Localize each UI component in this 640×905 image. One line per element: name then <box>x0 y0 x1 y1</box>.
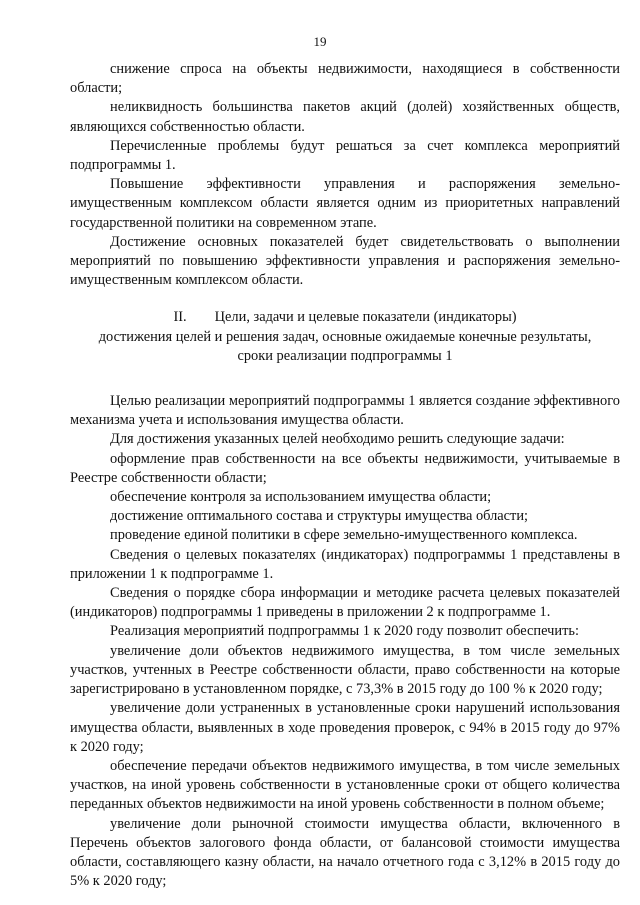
paragraph: Сведения о целевых показателях (индикаторах) подпрограммы 1 представлены в приложении 1 к подпрограмме 1. <box>70 546 620 582</box>
paragraph: увеличение доли устраненных в установленные сроки нарушений использования имущества области, выявленных в ходе проведения проверок, с 94% в 2015 году до 97% к 2020 году; <box>70 700 620 755</box>
paragraph: Перечисленные проблемы будут решаться за счет комплекса мероприятий подпрограммы 1. <box>70 137 620 174</box>
paragraph: снижение спроса на объекты недвижимости, находящиеся в собственности области; <box>70 61 620 97</box>
section-title-line-1: Цели, задачи и целевые показатели (индикаторы) <box>214 309 517 326</box>
section-title-line-3: сроки реализации подпрограммы 1 <box>237 347 453 364</box>
paragraph: достижение оптимального состава и структуры имущества области; <box>110 508 529 525</box>
paragraph: обеспечение передачи объектов недвижимого имущества, в том числе земельных участков, на иной уровень собственности в установленные сроки от общего количества переданных объектов недвижимости на иной уровень собственности в полном объеме; <box>70 757 620 813</box>
section-title-line-2: достижения целей и решения задач, основные ожидаемые конечные результаты, <box>98 328 592 345</box>
paragraph: оформление прав собственности на все объекты недвижимости, учитываемые в Реестре собственности области; <box>70 450 620 486</box>
section-heading <box>70 308 620 366</box>
section-number: II. <box>173 309 187 326</box>
paragraph: увеличение доли рыночной стоимости имущества области, включенного в Перечень объектов залогового фонда области, от балансовой стоимости имущества области, составляющего казну области, на начало отчетного года с 3,12% в 2015 году до 5% к 2020 году; <box>70 815 620 890</box>
paragraph: Реализация мероприятий подпрограммы 1 к 2020 году позволит обеспечить: <box>110 623 579 640</box>
paragraph: Целью реализации мероприятий подпрограммы 1 является создание эффективного механизма учета и использования имущества области. <box>70 393 620 429</box>
paragraph: обеспечение контроля за использованием имущества области; <box>110 489 492 506</box>
paragraph: неликвидность большинства пакетов акций (долей) хозяйственных обществ, являющихся собственностью области. <box>70 99 620 135</box>
paragraph: Достижение основных показателей будет свидетельствовать о выполнении мероприятий по повышению эффективности управления и распоряжения земельно-имущественным комплексом области. <box>70 233 620 289</box>
paragraph: проведение единой политики в сфере земельно-имущественного комплекса. <box>110 527 578 544</box>
paragraph: Для достижения указанных целей необходимо решить следующие задачи: <box>110 431 565 448</box>
paragraph: Повышение эффективности управления и распоряжения земельно-имущественным комплексом области является одним из приоритетных направлений государственной политики на современном этапе. <box>70 176 620 231</box>
page-number: 19 <box>313 34 327 49</box>
paragraph: увеличение доли объектов недвижимого имущества, в том числе земельных участков, учтенных в Реестре собственности области, право собственности на которые зарегистрировано в установленном порядке, с 73,3% в 2015 году до 100 % к 2020 году; <box>70 642 620 698</box>
document-body <box>70 60 620 891</box>
paragraph: Сведения о порядке сбора информации и методике расчета целевых показателей (индикаторов) подпрограммы 1 приведены в приложении 2 к подпрограмме 1. <box>70 585 620 621</box>
section-heading-line-1 <box>70 308 620 327</box>
